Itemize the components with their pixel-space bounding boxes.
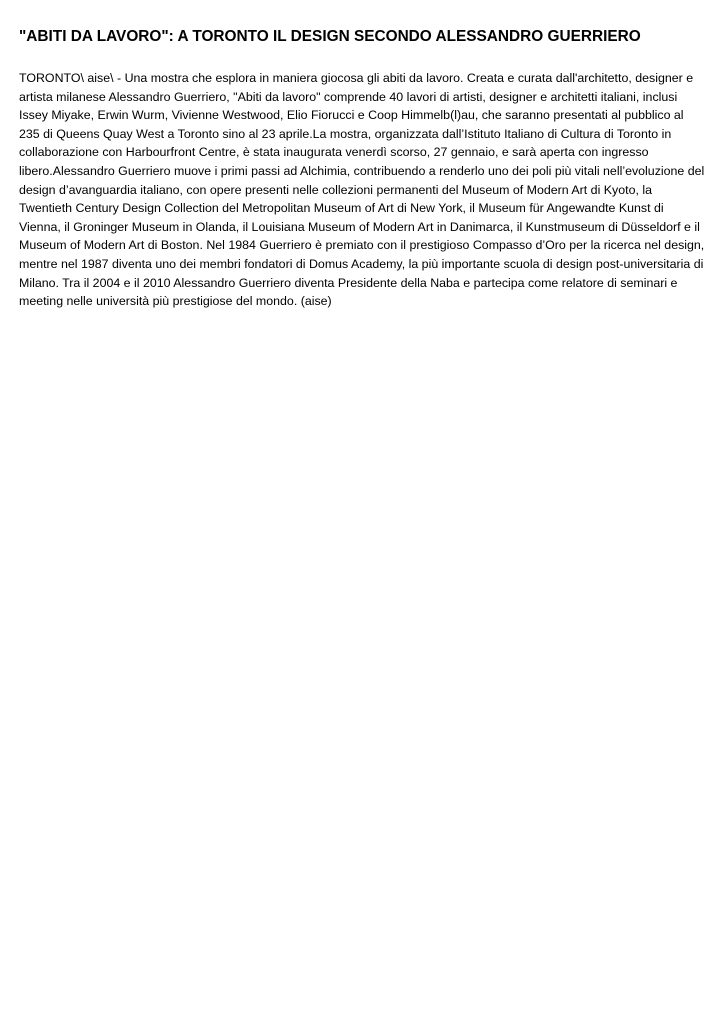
article-body: TORONTO\ aise\ - Una mostra che esplora in maniera giocosa gli abiti da lavoro. Creata e curata dall'architetto, designer e artista milanese Alessandro Guerriero, "Abiti da lavoro" comprende 40 lavori di artisti, designer e architetti italiani, inclusi Issey Miyake, Erwin Wurm, Vivienne Westwood, Elio Fiorucci e Coop Himmelb(l)au, che saranno presentati al pubblico al 235 di Queens Quay West a Toronto sino al 23 aprile.La mostra, organizzata dall’Istituto Italiano di Cultura di Toronto in collaborazione con Harbourfront Centre, è stata inaugurata venerdì scorso, 27 gennaio, e sarà aperta con ingresso libero.Alessandro Guerriero muove i primi passi ad Alchimia, contribuendo a renderlo uno dei poli più vitali nell’evoluzione del design d’avanguardia italiano, con opere presenti nelle collezioni permanenti del Museum of Modern Art di Kyoto, la Twentieth Century Design Collection del Metropolitan Museum of Art di New York, il Museum für Angewandte Kunst di Vienna, il Groninger Museum in Olanda, il Louisiana Museum of Modern Art in Danimarca, il Kunstmuseum di Düsseldorf e il Museum of Modern Art di Boston. Nel 1984 Guerriero è premiato con il prestigioso Compasso d’Oro per la ricerca nel design, mentre nel 1987 diventa uno dei membri fondatori di Domus Academy, la più importante scuola di design post-universitaria di Milano. Tra il 2004 e il 2010 Alessandro Guerriero diventa Presidente della Naba e partecipa come relatore di seminari e meeting nelle università più prestigiose del mondo. (aise) [19,71,705,309]
article-title: "ABITI DA LAVORO": A TORONTO IL DESIGN SECONDO ALESSANDRO GUERRIERO [19,28,641,45]
